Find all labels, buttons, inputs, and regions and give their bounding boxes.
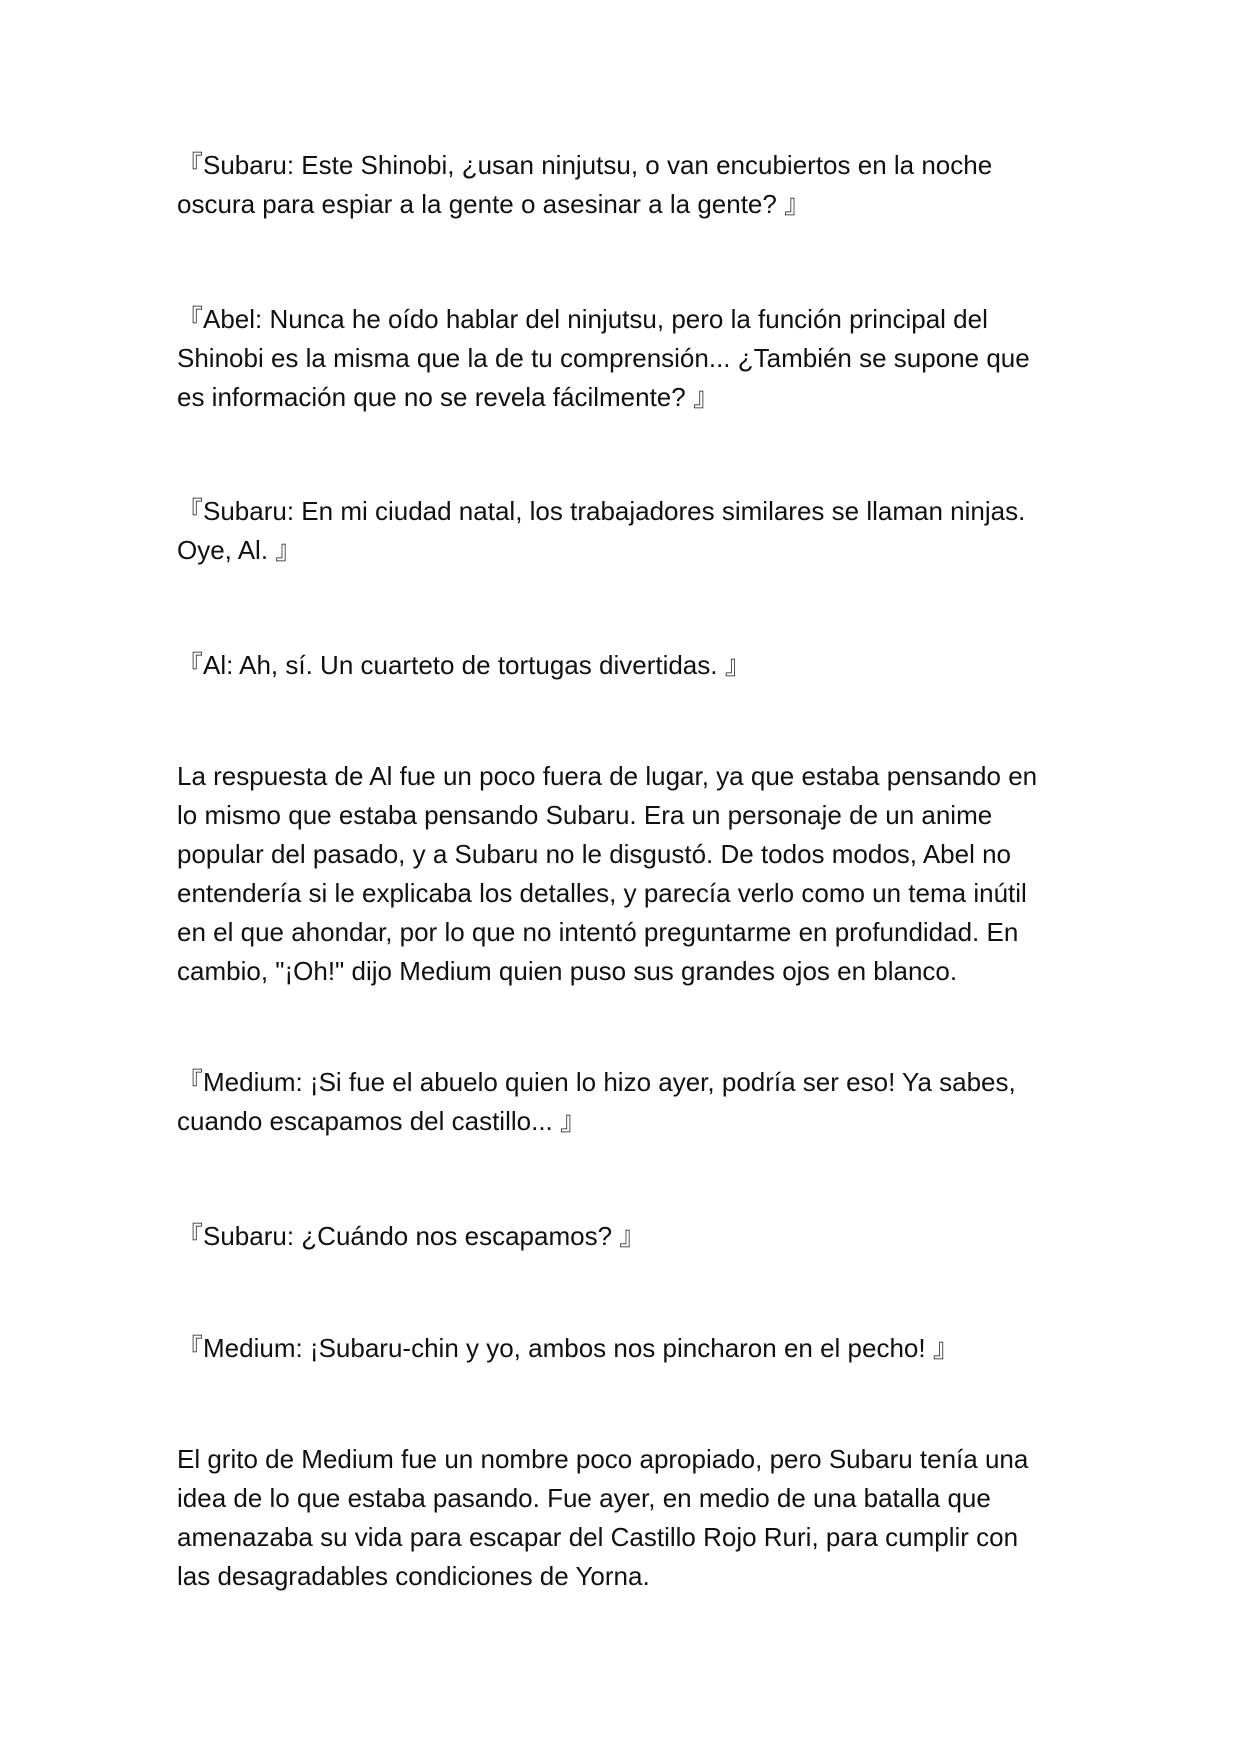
dialogue-paragraph bbox=[177, 646, 1077, 685]
text-line: lo mismo que estaba pensando Subaru. Era un personaje de un anime bbox=[177, 800, 993, 830]
text-line: 『Subaru: En mi ciudad natal, los trabajadores similares se llaman ninjas. bbox=[177, 496, 1026, 526]
narration-paragraph bbox=[177, 757, 1077, 991]
dialogue-paragraph bbox=[177, 1063, 1077, 1141]
text-line: 『Al: Ah, sí. Un cuarteto de tortugas divertidas. 』 bbox=[177, 650, 751, 680]
text-line: 『Subaru: ¿Cuándo nos escapamos? 』 bbox=[177, 1221, 646, 1251]
dialogue-paragraph bbox=[177, 146, 1077, 224]
dialogue-paragraph bbox=[177, 1217, 1077, 1256]
text-line: idea de lo que estaba pasando. Fue ayer, en medio de una batalla que bbox=[177, 1483, 991, 1513]
dialogue-paragraph bbox=[177, 1329, 1077, 1368]
text-line: es información que no se revela fácilmente? 』 bbox=[177, 382, 719, 412]
text-line: cuando escapamos del castillo... 』 bbox=[177, 1106, 586, 1136]
text-line: oscura para espiar a la gente o asesinar a la gente? 』 bbox=[177, 189, 811, 219]
text-line: Shinobi es la misma que la de tu comprensión... ¿También se supone que bbox=[177, 343, 1030, 373]
text-line: 『Subaru: Este Shinobi, ¿usan ninjutsu, o van encubiertos en la noche bbox=[177, 150, 993, 180]
dialogue-paragraph bbox=[177, 300, 1077, 417]
text-line: La respuesta de Al fue un poco fuera de lugar, ya que estaba pensando en bbox=[177, 761, 1038, 791]
dialogue-paragraph bbox=[177, 492, 1077, 570]
text-line: las desagradables condiciones de Yorna. bbox=[177, 1561, 650, 1591]
text-line: El grito de Medium fue un nombre poco apropiado, pero Subaru tenía una bbox=[177, 1444, 1029, 1474]
text-line: 『Medium: ¡Si fue el abuelo quien lo hizo ayer, podría ser eso! Ya sabes, bbox=[177, 1067, 1016, 1097]
text-line: en el que ahondar, por lo que no intentó preguntarme en profundidad. En bbox=[177, 917, 1019, 947]
text-line: 『Abel: Nunca he oído hablar del ninjutsu, pero la función principal del bbox=[177, 304, 988, 334]
text-line: 『Medium: ¡Subaru-chin y yo, ambos nos pincharon en el pecho! 』 bbox=[177, 1333, 959, 1363]
text-line: cambio, "¡Oh!" dijo Medium quien puso sus grandes ojos en blanco. bbox=[177, 956, 958, 986]
text-line: popular del pasado, y a Subaru no le disgustó. De todos modos, Abel no bbox=[177, 839, 1012, 869]
text-line: Oye, Al. 』 bbox=[177, 535, 302, 565]
text-line: amenazaba su vida para escapar del Castillo Rojo Ruri, para cumplir con bbox=[177, 1522, 1019, 1552]
text-line: entendería si le explicaba los detalles, y parecía verlo como un tema inútil bbox=[177, 878, 1027, 908]
narration-paragraph bbox=[177, 1440, 1077, 1596]
